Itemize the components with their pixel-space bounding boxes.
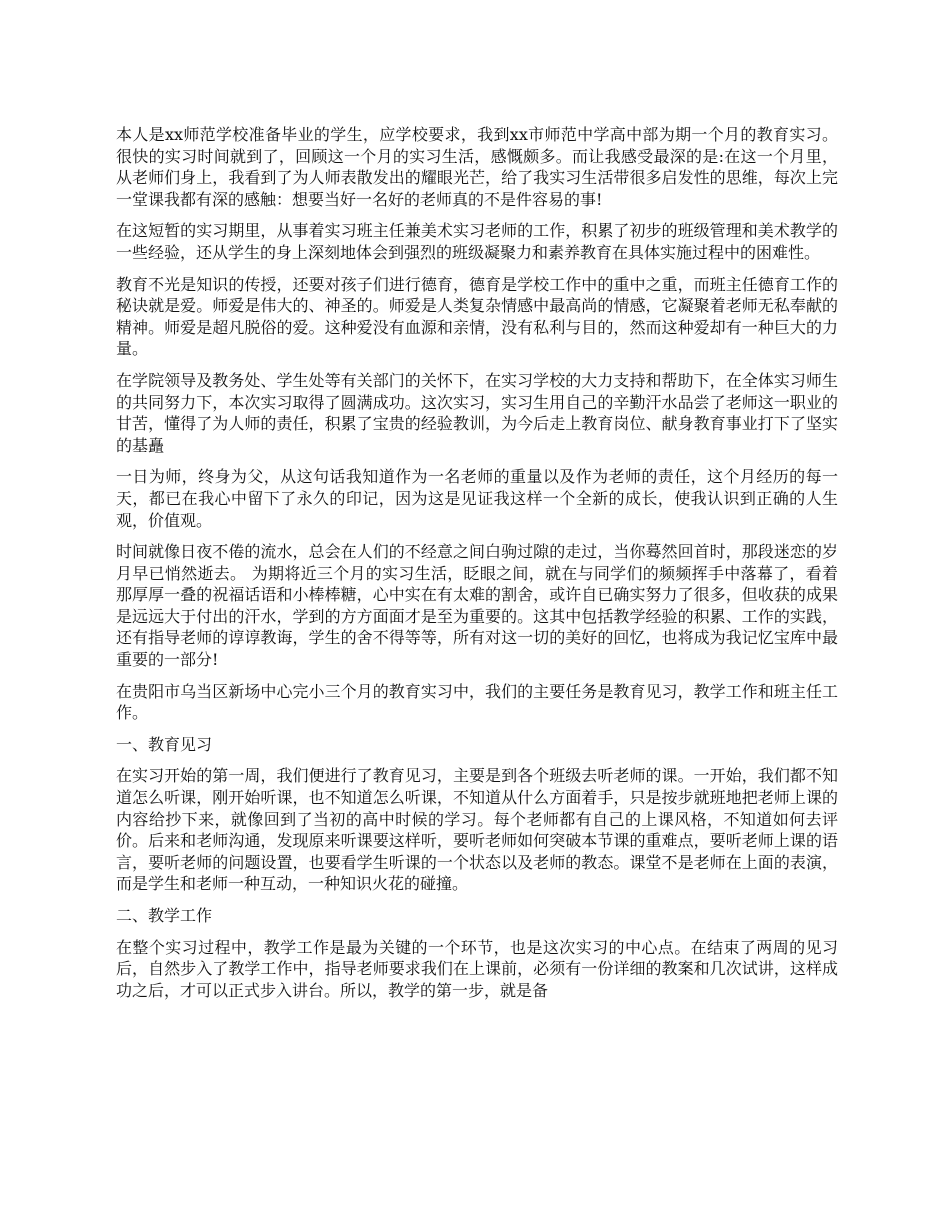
paragraph-teaching: 在整个实习过程中，教学工作是最为关键的一个环节，也是这次实习的中心点。在结束了两周的见习后，自然步入了教学工作中，指导老师要求我们在上课前，必须有一份详细的教案和几次试讲，这样成功之后，才可以正式步入讲台。所以，教学的第一步，就是备 [116,937,838,1000]
section-heading-teaching: 二、教学工作 [116,906,213,925]
paragraph-observation: 在实习开始的第一周，我们便进行了教育见习，主要是到各个班级去听老师的课。一开始，我们都不知道怎么听课，刚开始听课，也不知道怎么听课，不知道从什么方面着手，只是按步就班地把老师上课的内容给抄下来，就像回到了当初的高中时候的学习。每个老师都有自己的上课风格，不知道如何去评价。后来和老师沟通，发现原来听课要这样听，要听老师如何突破本节课的重难点，要听老师上课的语言，要听老师的问题设置，也要看学生听课的一个状态以及老师的教态。课堂不是老师在上面的表演，而是学生和老师一种互动，一种知识火花的碰撞。 [116,766,838,894]
paragraph-teacher-responsibility: 一日为师，终身为父，从这句话我知道作为一名老师的重量以及作为老师的责任，这个月经历的每一天，都已在我心中留下了永久的印记，因为这是见证我这样一个全新的成长，使我认识到正确的人生观，价值观。 [116,467,838,530]
paragraph-intro: 本人是xx师范学校准备毕业的学生，应学校要求，我到xx市师范中学高中部为期一个月的教育实习。很快的实习时间就到了，回顾这一个月的实习生活，感慨颇多。而让我感受最深的是:在这一个月里，从老师们身上，我看到了为人师表散发出的耀眼光芒，给了我实习生活带很多启发性的思维，每次上完一堂课我都有深的感触：想要当好一名好的老师真的不是件容易的事! [116,125,838,209]
paragraph-moral-education: 教育不光是知识的传授，还要对孩子们进行德育，德育是学校工作中的重中之重，而班主任德育工作的秘诀就是爱。师爱是伟大的、神圣的。师爱是人类复杂情感中最高尚的情感，它凝聚着老师无私奉献的精神。师爱是超凡脱俗的爱。这种爱没有血源和亲情，没有私利与目的，然而这种爱却有一种巨大的力量。 [116,274,838,359]
paragraph-time-reflection: 时间就像日夜不倦的流水，总会在人们的不经意之间白驹过隙的走过，当你蓦然回首时，那段迷恋的岁月早已悄然逝去。 为期将近三个月的实习生活，眨眼之间，就在与同学们的频频挥手中落幕了，看着那厚厚一叠的祝福话语和小棒棒糖，心中实在有太难的割舍，或许自已确实努力了很多，但收获的成果是远远大于付出的汗水，学到的方方面面才是至为重要的。这其中包括教学经验的积累、工作的实践，还有指导老师的谆谆教诲，学生的舍不得等等，所有对这一切的美好的回忆，也将成为我记忆宝库中最重要的一部分! [116,542,838,670]
paragraph-internship-role: 在这短暂的实习期里，从事着实习班主任兼美术实习老师的工作，积累了初步的班级管理和美术教学的一些经验，还从学生的身上深刻地体会到强烈的班级凝聚力和素养教育在具体实施过程中的困难性。 [116,221,838,262]
paragraph-main-tasks: 在贵阳市乌当区新场中心完小三个月的教育实习中，我们的主要任务是教育见习，教学工作和班主任工作。 [116,681,838,723]
document-body [116,124,838,1011]
paragraph-success: 在学院领导及教务处、学生处等有关部门的关怀下，在实习学校的大力支持和帮助下，在全体实习师生的共同努力下，本次实习取得了圆满成功。这次实习，实习生用自己的辛勤汗水品尝了老师这一职业的甘苦，懂得了为人师的责任，积累了宝贵的经验教训，为今后走上教育岗位、献身教育事业打下了坚实的基矗 [116,370,838,455]
section-heading-observation: 一、教育见习 [116,734,213,754]
